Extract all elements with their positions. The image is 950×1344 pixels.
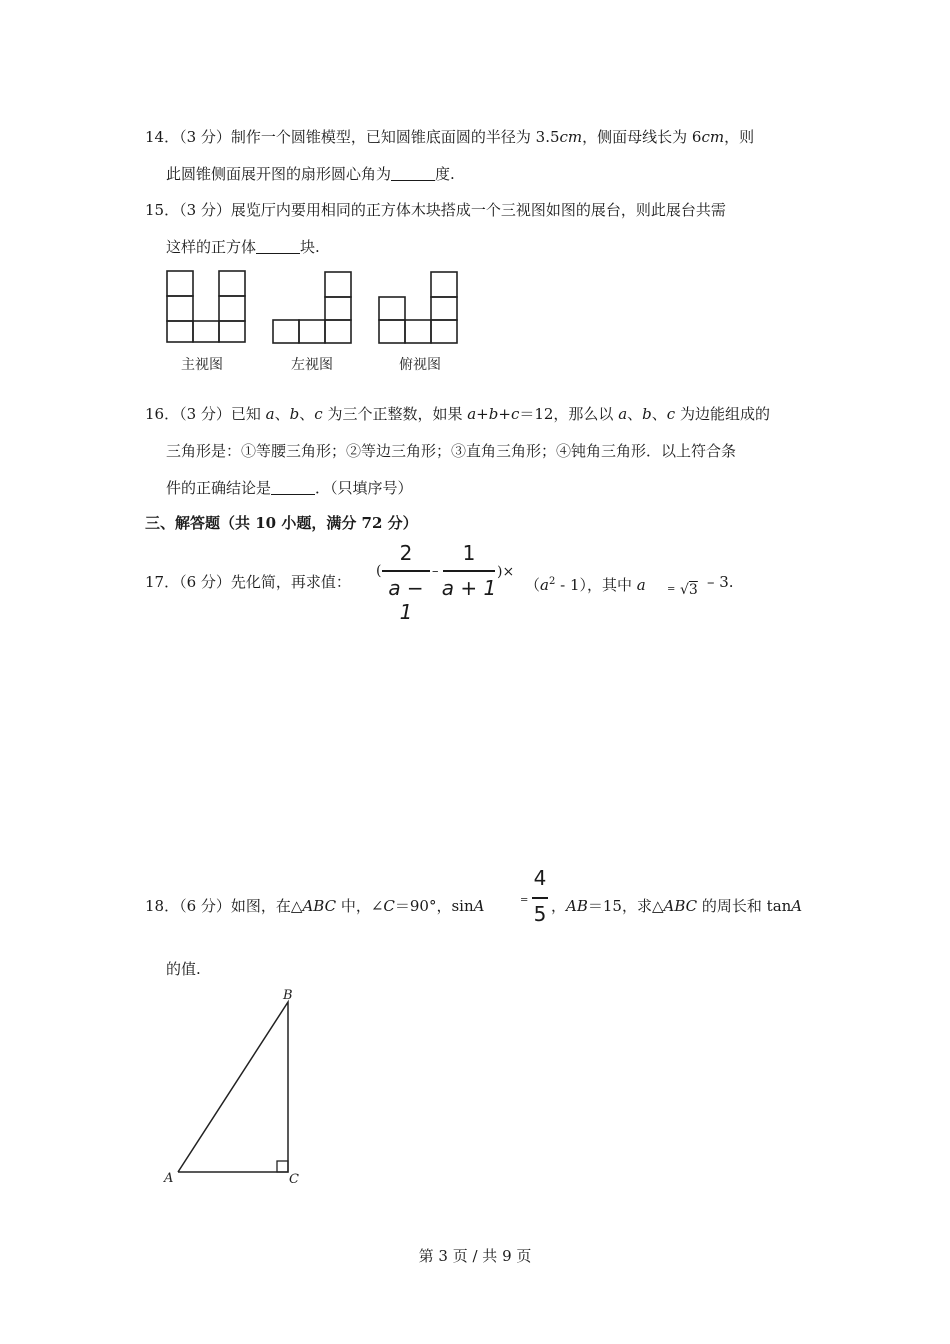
q17-den1: a − 1 — [388, 576, 424, 624]
point-label-b: B — [283, 988, 293, 1003]
front-view — [167, 271, 245, 342]
q15-line1: 15．（3 分）展览厅内要用相同的正方体木块搭成一个三视图如图的展台，则此展台共需 — [145, 201, 726, 219]
q18-num: 4 — [533, 866, 547, 890]
q17-prefix: 17．（6 分）先化简，再求值： — [145, 573, 351, 591]
q17-fracbar1 — [382, 570, 430, 572]
three-views-figure — [160, 268, 480, 378]
left-view — [273, 272, 351, 343]
q17-fracbar2 — [443, 570, 495, 572]
q17-open-paren: ( — [376, 563, 382, 579]
top-view — [379, 272, 457, 343]
q18-den: 5 — [533, 902, 547, 926]
point-label-a: A — [164, 1171, 174, 1186]
q18-line1-right: ，AB＝15，求△ABC 的周长和 tanA — [551, 897, 803, 915]
q17-minus: – — [432, 564, 439, 579]
q14-line2: 此圆锥侧面展开图的扇形圆心角为 度. — [166, 165, 455, 183]
q18-equals: = — [520, 895, 529, 906]
q18-fracbar — [532, 897, 548, 899]
page-footer: 第 3 页 / 共 9 页 — [418, 1247, 532, 1265]
answer-blank — [391, 166, 435, 181]
q17-den2: a + 1 — [441, 576, 497, 600]
front-view-label: 主视图 — [181, 357, 223, 373]
q17-close-times: )× — [497, 564, 515, 580]
q17-sqrt: √3 — [680, 582, 698, 598]
q16-line1: 16．（3 分）已知 a、b、c 为三个正整数，如果 a+b+c＝12，那么以 a、b、c 为边能组成的 — [145, 405, 770, 423]
q16-line3: 件的正确结论是 ．（只填序号） — [166, 479, 413, 497]
q15-line2: 这样的正方体 块. — [166, 238, 320, 256]
section-heading: 三、解答题（共 10 小题，满分 72 分） — [145, 514, 418, 532]
point-label-c: C — [289, 1172, 299, 1187]
triangle-svg — [155, 980, 315, 1190]
q16-line2: 三角形是：①等腰三角形；②等边三角形；③直角三角形；④钝角三角形．以上符合条 — [166, 442, 737, 460]
three-views-svg — [160, 268, 480, 378]
answer-blank — [256, 239, 300, 254]
left-view-label: 左视图 — [291, 357, 333, 373]
q14-line1: 14．（3 分）制作一个圆锥模型，已知圆锥底面圆的半径为 3.5cm，侧面母线长为 6cm，则 — [145, 128, 755, 146]
triangle-figure — [155, 980, 315, 1190]
q17-factor: $(a^2 - 1)$，其中 a — [525, 576, 646, 594]
q18-line1-left: 18．（6 分）如图，在△ABC 中，∠C＝90°，sinA — [145, 897, 485, 915]
q17-num1: 2 — [399, 541, 413, 565]
q17-num2: 1 — [462, 541, 476, 565]
q17-tail: – 3. — [707, 573, 734, 591]
q17-equals: = — [667, 584, 676, 595]
top-view-label: 俯视图 — [399, 357, 441, 373]
q18-line2: 的值. — [166, 960, 201, 978]
answer-blank — [271, 480, 315, 495]
